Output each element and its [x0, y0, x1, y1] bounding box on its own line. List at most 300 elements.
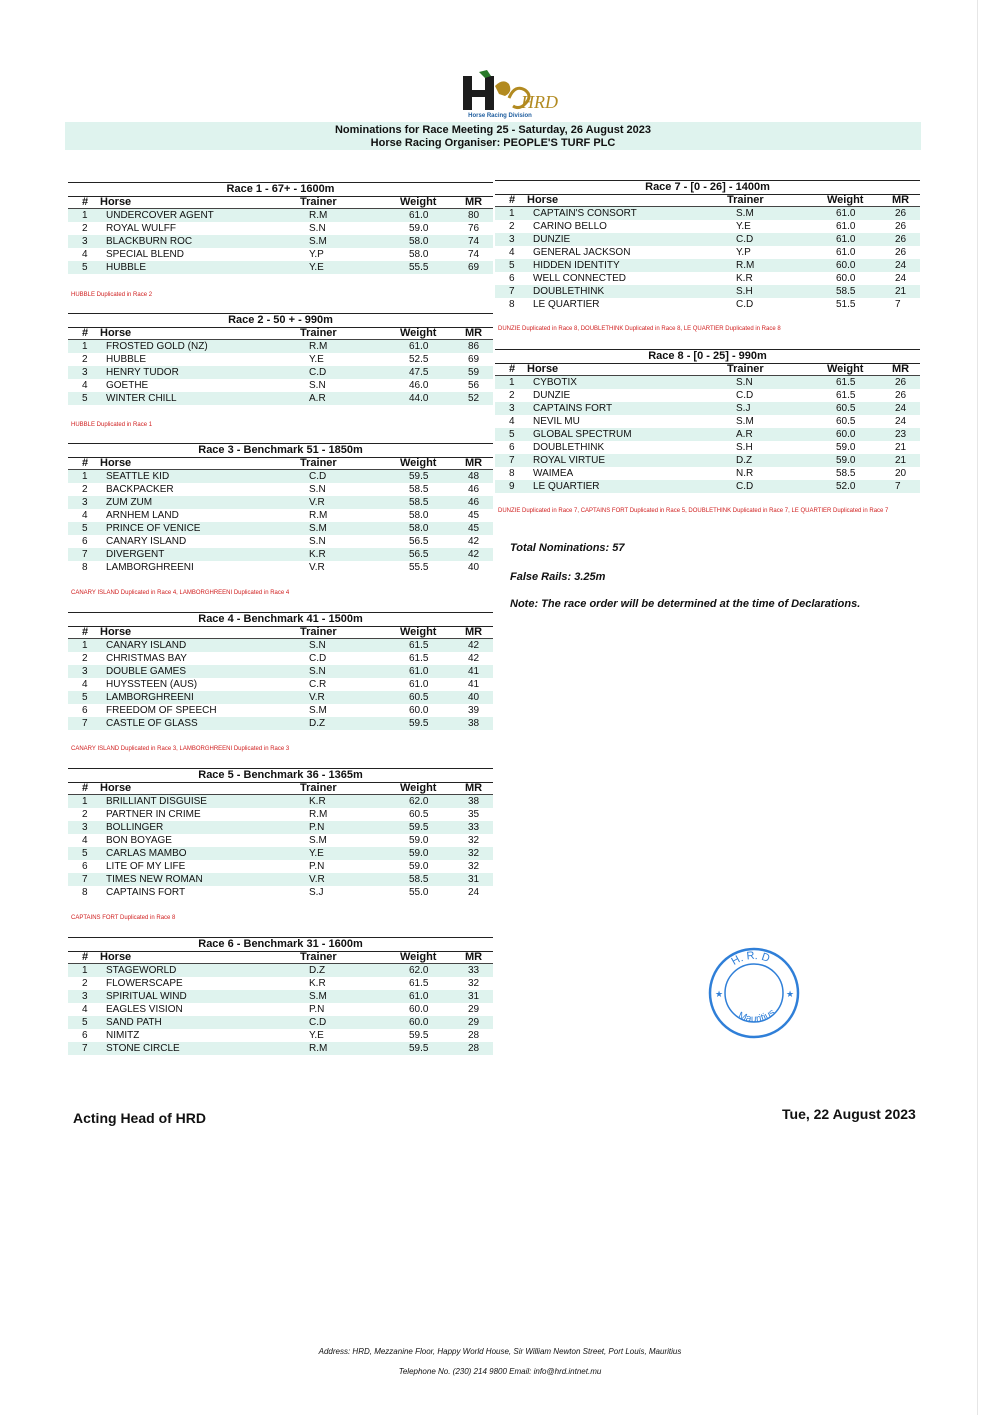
- column-header-trainer: Trainer: [300, 327, 337, 339]
- race-title: Race 7 - [0 - 26] - 1400m: [495, 180, 920, 195]
- horse-name: SAND PATH: [106, 1017, 162, 1028]
- table-row: [68, 886, 493, 899]
- mr-rating: 26: [895, 208, 907, 219]
- trainer: A.R: [309, 393, 326, 404]
- column-header-weight: Weight: [400, 626, 437, 638]
- table-row: [495, 285, 920, 298]
- column-header-horse: Horse: [100, 457, 132, 469]
- runner-number: 2: [82, 653, 88, 664]
- mr-rating: 31: [468, 874, 480, 885]
- column-header-trainer: Trainer: [300, 457, 337, 469]
- horse-name: CARLAS MAMBO: [106, 848, 187, 859]
- horse-name: NEVIL MU: [533, 416, 580, 427]
- table-row: [68, 678, 493, 691]
- trainer: D.Z: [309, 718, 326, 729]
- runner-number: 7: [82, 1043, 88, 1054]
- mr-rating: 33: [468, 822, 480, 833]
- weight: 61.0: [836, 234, 856, 245]
- mr-rating: 46: [468, 484, 480, 495]
- runner-number: 7: [82, 718, 88, 729]
- table-header: [68, 328, 493, 340]
- trainer: Y.E: [736, 221, 751, 232]
- runner-number: 3: [82, 367, 88, 378]
- runner-number: 2: [509, 390, 515, 401]
- runner-number: 3: [509, 403, 515, 414]
- duplicate-note: DUNZIE Duplicated in Race 7, CAPTAINS FORT Duplicated in Race 5, DOUBLETHINK Duplicated in Race 7, LE QUARTIER Duplicated in Race 7: [498, 508, 889, 514]
- duplicate-note: DUNZIE Duplicated in Race 8, DOUBLETHINK Duplicated in Race 8, LE QUARTIER Duplicated in Race 8: [498, 326, 781, 332]
- runner-number: 6: [82, 536, 88, 547]
- runner-number: 6: [509, 273, 515, 284]
- race-title: Race 2 - 50 + - 990m: [68, 313, 493, 328]
- table-row: [68, 639, 493, 652]
- weight: 60.0: [409, 1017, 429, 1028]
- weight: 58.0: [409, 249, 429, 260]
- weight: 59.0: [836, 442, 856, 453]
- horse-name: ROYAL WULFF: [106, 223, 177, 234]
- table-row: [68, 860, 493, 873]
- column-header-weight: Weight: [400, 327, 437, 339]
- trainer: S.N: [309, 666, 326, 677]
- mr-rating: 76: [468, 223, 480, 234]
- runner-number: 4: [82, 835, 88, 846]
- duplicate-note: CAPTAINS FORT Duplicated in Race 8: [71, 915, 176, 921]
- mr-rating: 41: [468, 679, 480, 690]
- table-row: [495, 415, 920, 428]
- horse-name: SEATTLE KID: [106, 471, 170, 482]
- horse-name: DUNZIE: [533, 390, 571, 401]
- weight: 61.0: [409, 341, 429, 352]
- trainer: S.N: [309, 640, 326, 651]
- runner-number: 3: [82, 666, 88, 677]
- trainer: S.M: [309, 835, 327, 846]
- runner-number: 5: [509, 260, 515, 271]
- horse-name: FROSTED GOLD (NZ): [106, 341, 208, 352]
- column-header-weight: Weight: [400, 782, 437, 794]
- runner-number: 5: [82, 523, 88, 534]
- trainer: S.N: [736, 377, 753, 388]
- trainer: R.M: [309, 210, 328, 221]
- table-row: [495, 428, 920, 441]
- table-row: [68, 209, 493, 222]
- weight: 60.0: [836, 260, 856, 271]
- table-row: [68, 496, 493, 509]
- table-row: [68, 795, 493, 808]
- trainer: C.D: [736, 234, 754, 245]
- horse-name: GOETHE: [106, 380, 149, 391]
- mr-rating: 38: [468, 718, 480, 729]
- table-row: [68, 990, 493, 1003]
- table-row: [68, 366, 493, 379]
- svg-text:Mauritius: [736, 1007, 777, 1025]
- race-table: [495, 180, 920, 311]
- table-row: [68, 665, 493, 678]
- trainer: D.Z: [309, 965, 326, 976]
- table-row: [68, 353, 493, 366]
- document-header: [65, 122, 921, 150]
- runner-number: 7: [82, 549, 88, 560]
- trainer: S.M: [736, 416, 754, 427]
- trainer: K.R: [309, 978, 326, 989]
- weight: 56.5: [409, 549, 429, 560]
- horse-name: HUBBLE: [106, 262, 147, 273]
- horse-name: WAIMEA: [533, 468, 574, 479]
- horse-name: SPIRITUAL WIND: [106, 991, 187, 1002]
- mr-rating: 32: [468, 978, 480, 989]
- trainer: C.D: [736, 390, 754, 401]
- horse-name: BOLLINGER: [106, 822, 164, 833]
- stamp-bottom-text: Mauritius: [736, 1007, 778, 1025]
- weight: 59.0: [409, 223, 429, 234]
- mr-rating: 26: [895, 377, 907, 388]
- hrd-logo: [455, 68, 558, 122]
- horse-name: CANARY ISLAND: [106, 640, 187, 651]
- weight: 58.5: [836, 468, 856, 479]
- table-row: [495, 259, 920, 272]
- table-header: [68, 627, 493, 639]
- table-row: [68, 261, 493, 274]
- mr-rating: 26: [895, 221, 907, 232]
- table-row: [68, 847, 493, 860]
- table-row: [68, 522, 493, 535]
- weight: 59.5: [409, 718, 429, 729]
- mr-rating: 74: [468, 249, 480, 260]
- mr-rating: 59: [468, 367, 480, 378]
- runner-number: 4: [82, 380, 88, 391]
- trainer: R.M: [309, 341, 328, 352]
- column-header-mr: MR: [465, 196, 483, 208]
- mr-rating: 24: [468, 887, 480, 898]
- table-row: [68, 1042, 493, 1055]
- weight: 61.5: [836, 377, 856, 388]
- stamp-top-text: H. R. D: [729, 949, 772, 968]
- logo-mark: HRD: [521, 92, 558, 112]
- table-row: [68, 1003, 493, 1016]
- trainer: S.N: [309, 223, 326, 234]
- mr-rating: 21: [895, 455, 907, 466]
- weight: 60.0: [409, 1004, 429, 1015]
- horse-name: PRINCE OF VENICE: [106, 523, 201, 534]
- column-header-num: #: [82, 457, 89, 469]
- mr-rating: 23: [895, 429, 907, 440]
- trainer: P.N: [309, 1004, 325, 1015]
- runner-number: 1: [509, 377, 515, 388]
- mr-rating: 86: [468, 341, 480, 352]
- horse-name: GENERAL JACKSON: [533, 247, 631, 258]
- trainer: D.Z: [736, 455, 753, 466]
- table-row: [495, 454, 920, 467]
- table-row: [495, 402, 920, 415]
- weight: 46.0: [409, 380, 429, 391]
- horse-name: FREEDOM OF SPEECH: [106, 705, 217, 716]
- trainer: V.R: [309, 497, 325, 508]
- document-date: Tue, 22 August 2023: [782, 1106, 916, 1122]
- svg-text:★: ★: [786, 989, 795, 999]
- trainer: R.M: [309, 809, 328, 820]
- trainer: C.D: [736, 481, 754, 492]
- weight: 62.0: [409, 796, 429, 807]
- trainer: Y.E: [309, 262, 324, 273]
- runner-number: 4: [82, 249, 88, 260]
- table-row: [68, 509, 493, 522]
- runner-number: 2: [82, 484, 88, 495]
- weight: 55.0: [409, 887, 429, 898]
- weight: 61.0: [409, 666, 429, 677]
- horse-name: DOUBLETHINK: [533, 286, 605, 297]
- runner-number: 4: [82, 679, 88, 690]
- trainer: N.R: [736, 468, 754, 479]
- horse-name: SPECIAL BLEND: [106, 249, 184, 260]
- trainer: S.N: [309, 484, 326, 495]
- column-header-horse: Horse: [100, 626, 132, 638]
- mr-rating: 42: [468, 536, 480, 547]
- horse-name: CARINO BELLO: [533, 221, 607, 232]
- mr-rating: 42: [468, 549, 480, 560]
- table-header: [495, 364, 920, 376]
- column-header-mr: MR: [465, 457, 483, 469]
- horse-name: NIMITZ: [106, 1030, 140, 1041]
- table-row: [68, 977, 493, 990]
- mr-rating: 20: [895, 468, 907, 479]
- horse-name: BRILLIANT DISGUISE: [106, 796, 207, 807]
- weight: 60.5: [836, 403, 856, 414]
- table-row: [495, 207, 920, 220]
- false-rails: False Rails: 3.25m: [510, 571, 606, 583]
- trainer: A.R: [736, 429, 753, 440]
- weight: 61.0: [409, 679, 429, 690]
- weight: 61.0: [836, 247, 856, 258]
- runner-number: 5: [82, 1017, 88, 1028]
- weight: 61.0: [409, 991, 429, 1002]
- trainer: K.R: [309, 549, 326, 560]
- horse-name: STONE CIRCLE: [106, 1043, 180, 1054]
- weight: 58.0: [409, 236, 429, 247]
- trainer: C.D: [309, 1017, 327, 1028]
- trainer: S.J: [309, 887, 324, 898]
- runner-number: 6: [82, 861, 88, 872]
- horse-name: CYBOTIX: [533, 377, 577, 388]
- mr-rating: 32: [468, 861, 480, 872]
- mr-rating: 26: [895, 234, 907, 245]
- runner-number: 2: [82, 978, 88, 989]
- column-header-horse: Horse: [527, 363, 559, 375]
- table-row: [68, 535, 493, 548]
- table-row: [68, 834, 493, 847]
- trainer: C.D: [309, 367, 327, 378]
- table-header: [68, 197, 493, 209]
- table-row: [68, 248, 493, 261]
- horse-name: LE QUARTIER: [533, 481, 600, 492]
- runner-number: 5: [82, 262, 88, 273]
- race-title: Race 5 - Benchmark 36 - 1365m: [68, 768, 493, 783]
- runner-number: 5: [82, 692, 88, 703]
- horse-name: FLOWERSCAPE: [106, 978, 183, 989]
- column-header-mr: MR: [465, 626, 483, 638]
- runner-number: 3: [82, 497, 88, 508]
- table-row: [495, 246, 920, 259]
- horse-name: BACKPACKER: [106, 484, 174, 495]
- footer-address: Address: HRD, Mezzanine Floor, Happy World House, Sir William Newton Street, Port Louis, Mauritius: [318, 1347, 682, 1356]
- trainer: C.D: [736, 299, 754, 310]
- runner-number: 5: [509, 429, 515, 440]
- race-table: [68, 182, 493, 274]
- runner-number: 1: [82, 796, 88, 807]
- trainer: S.J: [736, 403, 751, 414]
- table-row: [68, 379, 493, 392]
- runner-number: 4: [509, 416, 515, 427]
- column-header-trainer: Trainer: [727, 363, 764, 375]
- weight: 59.0: [409, 835, 429, 846]
- horse-name: STAGEWORLD: [106, 965, 177, 976]
- column-header-horse: Horse: [527, 194, 559, 206]
- trainer: V.R: [309, 874, 325, 885]
- horse-name: DIVERGENT: [106, 549, 165, 560]
- svg-text:★: ★: [715, 989, 724, 999]
- horse-name: EAGLES VISION: [106, 1004, 183, 1015]
- runner-number: 7: [509, 455, 515, 466]
- horse-name: CASTLE OF GLASS: [106, 718, 198, 729]
- horse-name: CAPTAIN'S CONSORT: [533, 208, 637, 219]
- race-title: Race 1 - 67+ - 1600m: [68, 182, 493, 197]
- horse-name: DUNZIE: [533, 234, 571, 245]
- trainer: S.M: [736, 208, 754, 219]
- mr-rating: 29: [468, 1004, 480, 1015]
- mr-rating: 56: [468, 380, 480, 391]
- trainer: P.N: [309, 822, 325, 833]
- column-header-weight: Weight: [827, 194, 864, 206]
- horse-name: TIMES NEW ROMAN: [106, 874, 203, 885]
- column-header-weight: Weight: [827, 363, 864, 375]
- horse-name: HUYSSTEEN (AUS): [106, 679, 198, 690]
- table-row: [68, 392, 493, 405]
- horse-name: LITE OF MY LIFE: [106, 861, 186, 872]
- horse-name: LAMBORGHREENI: [106, 562, 194, 573]
- runner-number: 8: [509, 468, 515, 479]
- runner-number: 1: [509, 208, 515, 219]
- mr-rating: 42: [468, 640, 480, 651]
- weight: 55.5: [409, 562, 429, 573]
- weight: 60.0: [409, 705, 429, 716]
- mr-rating: 38: [468, 796, 480, 807]
- weight: 60.5: [409, 809, 429, 820]
- weight: 61.0: [409, 210, 429, 221]
- column-header-mr: MR: [892, 194, 910, 206]
- mr-rating: 45: [468, 523, 480, 534]
- race-table: [68, 313, 493, 405]
- trainer: S.M: [309, 523, 327, 534]
- column-header-trainer: Trainer: [300, 196, 337, 208]
- column-header-trainer: Trainer: [727, 194, 764, 206]
- logo-subtitle: Horse Racing Division: [468, 113, 532, 119]
- runner-number: 2: [82, 223, 88, 234]
- weight: 55.5: [409, 262, 429, 273]
- table-row: [495, 272, 920, 285]
- mr-rating: 26: [895, 390, 907, 401]
- mr-rating: 32: [468, 835, 480, 846]
- horse-name: WINTER CHILL: [106, 393, 177, 404]
- duplicate-note: HUBBLE Duplicated in Race 1: [71, 422, 153, 428]
- trainer: C.D: [309, 653, 327, 664]
- trainer: V.R: [309, 692, 325, 703]
- weight: 52.5: [409, 354, 429, 365]
- weight: 60.5: [836, 416, 856, 427]
- horse-name: LE QUARTIER: [533, 299, 600, 310]
- trainer: S.H: [736, 442, 753, 453]
- mr-rating: 21: [895, 286, 907, 297]
- weight: 61.5: [836, 390, 856, 401]
- table-header: [68, 458, 493, 470]
- horse-name: HUBBLE: [106, 354, 147, 365]
- mr-rating: 46: [468, 497, 480, 508]
- horse-name: WELL CONNECTED: [533, 273, 626, 284]
- total-nominations: Total Nominations: 57: [510, 542, 625, 554]
- column-header-horse: Horse: [100, 327, 132, 339]
- horse-name: UNDERCOVER AGENT: [106, 210, 214, 221]
- table-row: [68, 717, 493, 730]
- mr-rating: 29: [468, 1017, 480, 1028]
- mr-rating: 80: [468, 210, 480, 221]
- table-row: [68, 483, 493, 496]
- horse-name: CANARY ISLAND: [106, 536, 187, 547]
- horse-name: ARNHEM LAND: [106, 510, 179, 521]
- duplicate-note: CANARY ISLAND Duplicated in Race 3, LAMBORGHREENI Duplicated in Race 3: [71, 746, 290, 752]
- trainer: R.M: [736, 260, 755, 271]
- runner-number: 8: [82, 562, 88, 573]
- race-title: Race 4 - Benchmark 41 - 1500m: [68, 612, 493, 627]
- signatory: Acting Head of HRD: [73, 1110, 206, 1126]
- horse-name: BON BOYAGE: [106, 835, 172, 846]
- table-header: [495, 195, 920, 207]
- mr-rating: 40: [468, 692, 480, 703]
- weight: 58.5: [409, 874, 429, 885]
- runner-number: 1: [82, 471, 88, 482]
- horse-name: DOUBLETHINK: [533, 442, 605, 453]
- race-title: Race 3 - Benchmark 51 - 1850m: [68, 443, 493, 458]
- weight: 59.5: [409, 1043, 429, 1054]
- table-row: [68, 561, 493, 574]
- mr-rating: 41: [468, 666, 480, 677]
- mr-rating: 33: [468, 965, 480, 976]
- mr-rating: 69: [468, 354, 480, 365]
- trainer: K.R: [309, 796, 326, 807]
- mr-rating: 24: [895, 260, 907, 271]
- organiser-line: Horse Racing Organiser: PEOPLE'S TURF PLC: [370, 137, 616, 149]
- column-header-mr: MR: [465, 782, 483, 794]
- runner-number: 5: [82, 393, 88, 404]
- table-row: [68, 470, 493, 483]
- table-row: [68, 340, 493, 353]
- horse-name: HENRY TUDOR: [106, 367, 179, 378]
- column-header-num: #: [82, 782, 89, 794]
- weight: 58.5: [409, 497, 429, 508]
- runner-number: 5: [82, 848, 88, 859]
- horse-name: CHRISTMAS BAY: [106, 653, 187, 664]
- weight: 59.5: [409, 471, 429, 482]
- trainer: C.R: [309, 679, 327, 690]
- duplicate-note: HUBBLE Duplicated in Race 2: [71, 292, 153, 298]
- mr-rating: 24: [895, 273, 907, 284]
- column-header-num: #: [82, 196, 89, 208]
- trainer: P.N: [309, 861, 325, 872]
- trainer: Y.E: [309, 354, 324, 365]
- weight: 60.0: [836, 429, 856, 440]
- horse-name: LAMBORGHREENI: [106, 692, 194, 703]
- weight: 44.0: [409, 393, 429, 404]
- horse-name: PARTNER IN CRIME: [106, 809, 201, 820]
- table-row: [495, 376, 920, 389]
- column-header-num: #: [509, 194, 516, 206]
- trainer: Y.E: [309, 848, 324, 859]
- runner-number: 4: [82, 510, 88, 521]
